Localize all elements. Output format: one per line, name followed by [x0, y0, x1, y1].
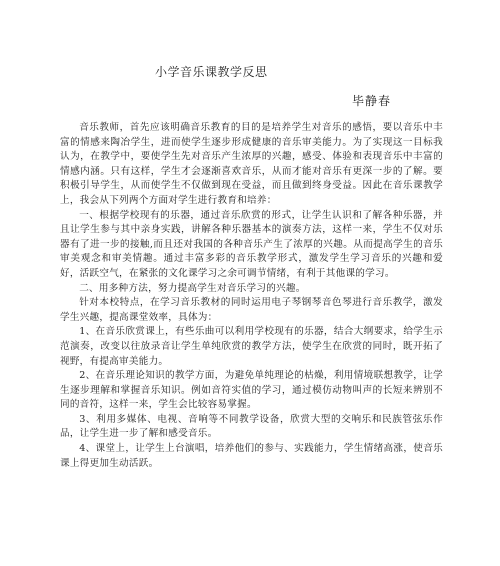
- paragraph: 3、利用多媒体、电视、音响等不同教学设备，欣赏大型的交响乐和民族管弦乐作品，让学生进一步了解和感受音乐。: [60, 413, 443, 440]
- document-body: [60, 121, 443, 471]
- document-title: 小学音乐课教学反思: [155, 65, 268, 79]
- paragraph: 音乐教师，首先应该明确音乐教育的目的是培养学生对音乐的感悟，要以音乐中丰富的情感来陶冶学生，进而使学生逐步形成健康的音乐审美能力。为了实现这一目标我认为，在教学中，要使学生先对音乐产生浓厚的兴趣，感受、体验和表现音乐中丰富的情感内涵。只有这样，学生才会逐渐喜欢音乐，从而才能对音乐有更深一步的了解。要积极引导学生，从而使学生不仅做到现在受益，而且做到终身受益。因此在音乐课教学上，我会从下列两个方面对学生进行教育和培养：: [60, 122, 443, 206]
- paragraph: 2、在音乐理论知识的教学方面，为避免单纯理论的枯燥，利用情境联想教学，让学生逐步理解和掌握音乐知识。例如音符实值的学习，通过模仿动物叫声的长短来辨别不同的音符，这样一来，学生会比较容易掌握。: [60, 370, 443, 411]
- paragraph: 一、根据学校现有的乐器，通过音乐欣赏的形式，让学生认识和了解各种乐器，并且让学生参与其中亲身实践，讲解各种乐器基本的演奏方法，这样一来，学生不仅对乐器有了进一步的接触,而且还对我国的各种音乐产生了浓厚的兴趣。从而提高学生的音乐审美观念和审美情趣。通过丰富多彩的音乐教学形式，激发学生学习音乐的兴趣和爱好，活跃空气，在紧张的文化课学习之余可调节情绪，有利于其他课的学习。: [60, 209, 443, 279]
- author-name: 毕静春: [352, 94, 392, 108]
- paragraph: 4、课堂上，让学生上台演唱，培养他们的参与、实践能力，学生情绪高涨，使音乐课上得更加生动活跃。: [60, 443, 443, 469]
- paragraph: 二、用多种方法，努力提高学生对音乐学习的兴趣。: [79, 282, 306, 294]
- paragraph: 1、在音乐欣赏课上，有些乐曲可以利用学校现有的乐器，结合大纲要求，给学生示范演奏，改变以往放录音让学生单纯欣赏的教学方法，使学生在欣赏的同时，既开拓了视野，有提高审美能力。: [60, 326, 443, 367]
- paragraph: 针对本校特点，在学习音乐教材的同时运用电子琴钢琴音色琴进行音乐教学，激发学生兴趣，提高课堂效率，具体为：: [60, 297, 443, 323]
